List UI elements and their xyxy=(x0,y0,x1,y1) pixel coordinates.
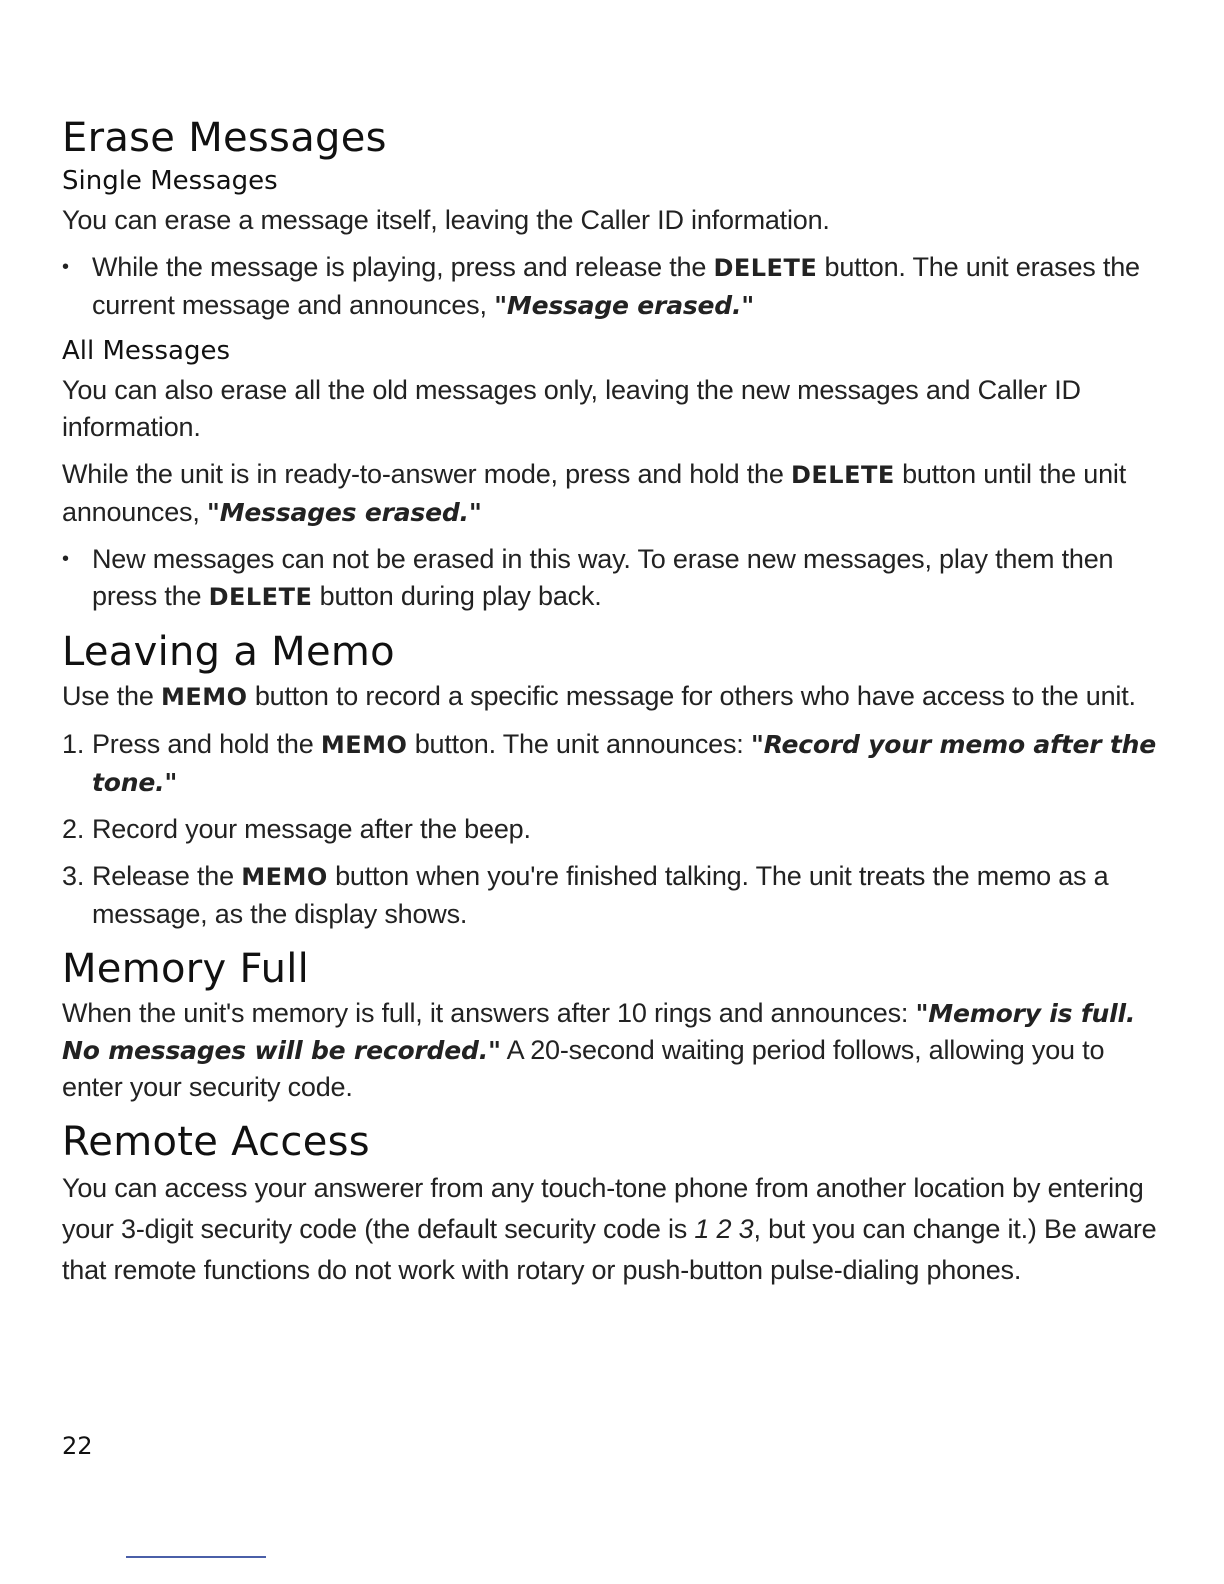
delete-button-label: DELETE xyxy=(790,461,895,489)
memo-steps xyxy=(62,726,1162,933)
announcement-quote: "Record your memo after the tone." xyxy=(92,730,1157,797)
text-run: button. The unit announces: xyxy=(407,729,751,759)
text-run: button. The unit erases the current message and announces, xyxy=(92,252,1140,320)
page-number: 22 xyxy=(62,1432,93,1460)
step-number: 3. xyxy=(62,861,85,891)
single-messages-intro: You can erase a message itself, leaving the Caller ID information. xyxy=(62,205,830,235)
delete-button-label: DELETE xyxy=(713,254,818,282)
list-item xyxy=(62,858,1162,933)
list-item xyxy=(62,811,1162,848)
text-run: button during play back. xyxy=(312,581,602,611)
memo-button-label: MEMO xyxy=(160,683,248,711)
memory-full-title: Memory Full xyxy=(62,946,310,992)
all-messages-intro: You can also erase all the old messages only, leaving the new messages and Caller ID information. xyxy=(62,375,1081,442)
remote-access-section xyxy=(62,1116,1162,1291)
bullet-icon: • xyxy=(62,256,69,278)
bullet-icon: • xyxy=(62,548,69,570)
announcement-quote: "Memory is full. No messages will be recorded." xyxy=(62,999,1136,1065)
text-run: New messages can not be erased in this way. To erase new messages, play them then press the xyxy=(92,544,1114,611)
text-run: While the unit is in ready-to-answer mode, press and hold the xyxy=(62,459,791,489)
memo-button-label: MEMO xyxy=(320,731,408,759)
text-run: Record your message after the beep. xyxy=(92,814,531,844)
leaving-memo-title: Leaving a Memo xyxy=(62,629,395,675)
delete-button-label: DELETE xyxy=(208,583,313,611)
list-item xyxy=(62,541,1162,616)
security-code: 1 2 3 xyxy=(694,1214,754,1244)
remote-access-title: Remote Access xyxy=(62,1119,370,1165)
text-run: button until the unit announces, xyxy=(62,459,1127,527)
list-item xyxy=(62,249,1162,324)
step-number: 1. xyxy=(62,729,85,759)
text-run: Release the xyxy=(92,861,242,891)
list-item xyxy=(62,726,1162,801)
text-run: Use the xyxy=(62,681,161,711)
memory-full-section xyxy=(62,943,1162,1106)
text-run: Press and hold the xyxy=(92,729,321,759)
single-messages-list xyxy=(62,249,1162,324)
announcement-quote: "Messages erased." xyxy=(206,498,482,527)
all-messages-heading: All Messages xyxy=(62,336,230,366)
manual-page xyxy=(62,112,1162,1301)
all-messages-instruction xyxy=(62,456,1162,531)
erase-messages-section xyxy=(62,112,1162,616)
single-messages-heading: Single Messages xyxy=(62,166,278,196)
text-run: A 20-second waiting period follows, allowing you to enter your security code. xyxy=(62,1035,1105,1102)
remote-access-text xyxy=(62,1168,1162,1291)
text-run: button to record a specific message for others who have access to the unit. xyxy=(247,681,1136,711)
text-run: While the message is playing, press and release the xyxy=(92,252,714,282)
all-messages-list xyxy=(62,541,1162,616)
memo-intro xyxy=(62,678,1162,716)
text-run: You can access your answerer from any touch-tone phone from another location by entering your 3-digit security code (the default security code is xyxy=(62,1173,1144,1244)
memory-full-text xyxy=(62,995,1162,1106)
leaving-memo-section xyxy=(62,626,1162,933)
step-number: 2. xyxy=(62,814,85,844)
erase-messages-title: Erase Messages xyxy=(62,115,387,161)
memo-button-label: MEMO xyxy=(241,863,328,891)
footer-rule xyxy=(126,1556,266,1558)
announcement-quote: "Message erased." xyxy=(494,291,755,320)
text-run: , but you can change it.) Be aware that remote functions do not work with rotary or push-button pulse-dialing phones. xyxy=(62,1214,1157,1285)
text-run: button when you're finished talking. The unit treats the memo as a message, as the display shows. xyxy=(92,861,1109,929)
text-run: When the unit's memory is full, it answers after 10 rings and announces: xyxy=(62,998,916,1028)
